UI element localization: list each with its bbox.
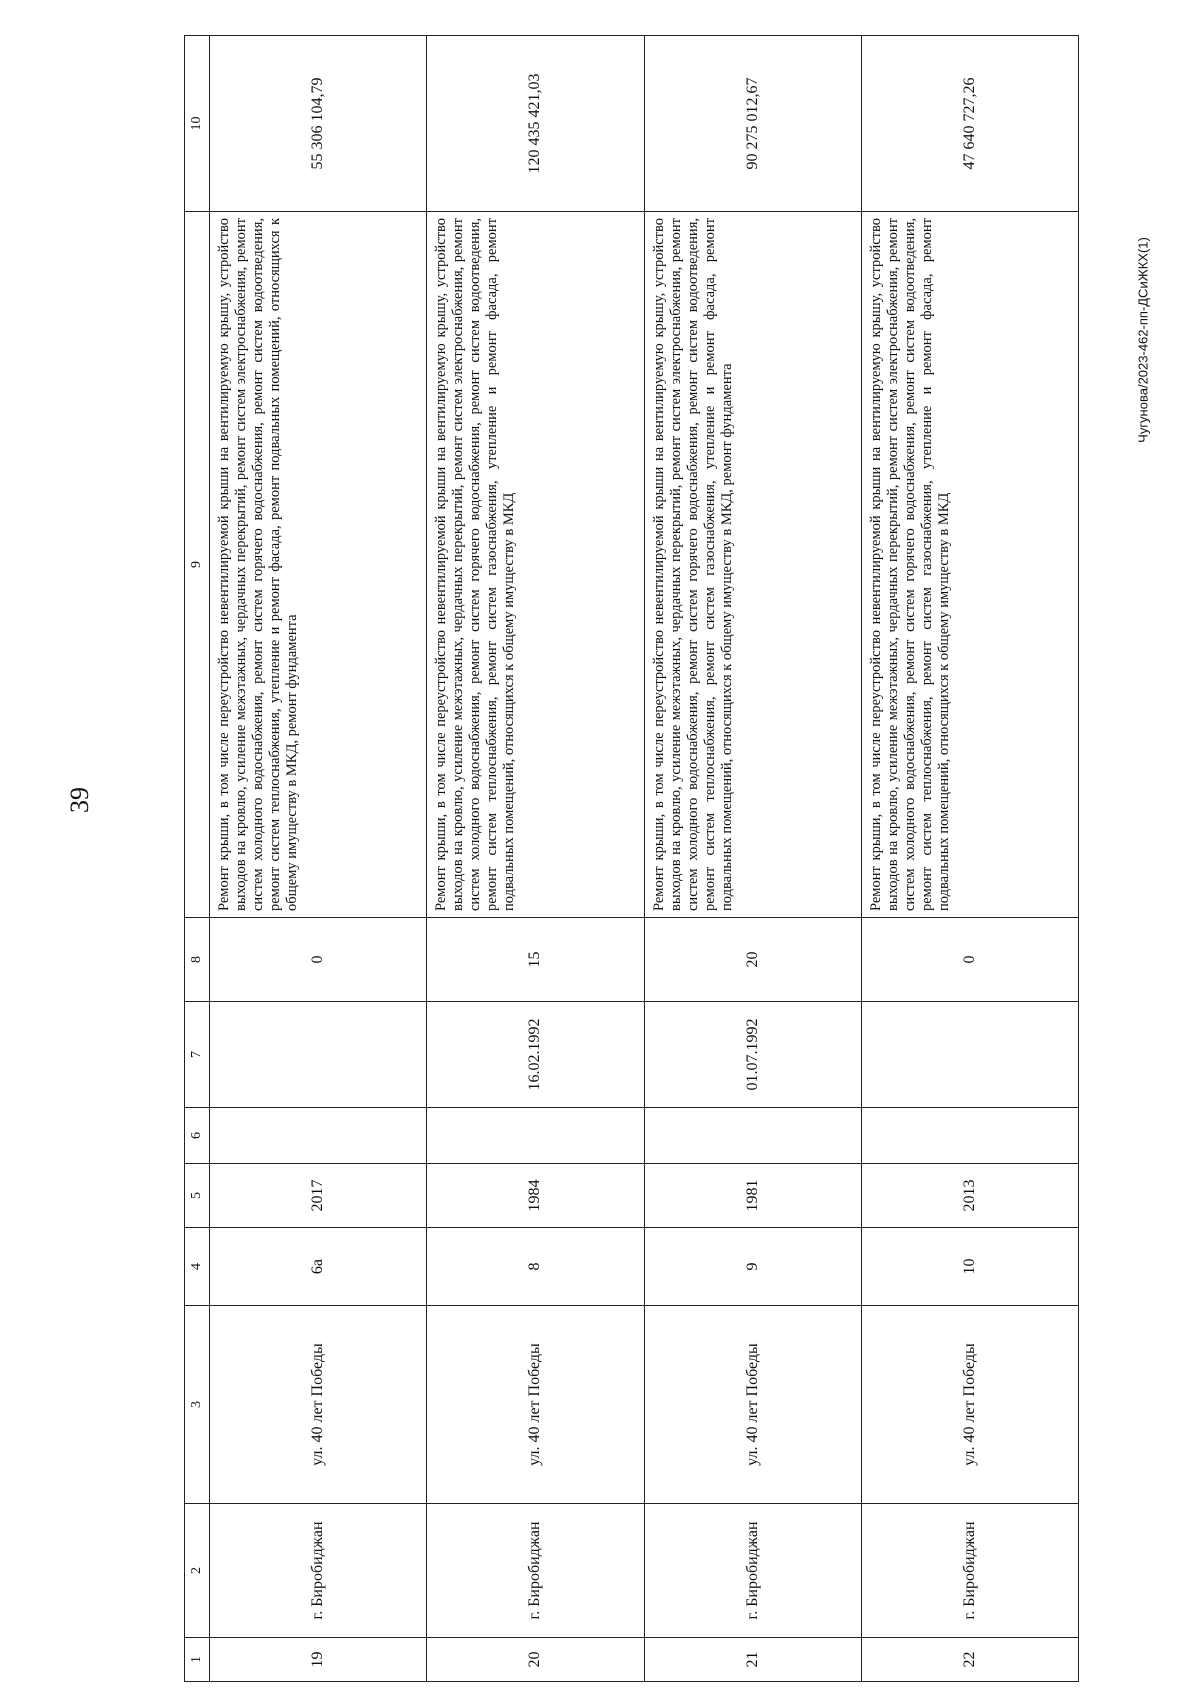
- document-code: Чугунова/2023-462-пп-ДСиЖКХ(1): [1135, 237, 1151, 443]
- build-year: 2013: [861, 1164, 1078, 1228]
- table-row: [861, 36, 1078, 1682]
- date: [861, 1002, 1078, 1108]
- col-header-5: 5: [185, 1164, 210, 1228]
- works-description: Ремонт крыши, в том числе переустройство невентилируемой крыши на вентилируемую крышу, устройство выходов на кровлю, усиление межэтажных, чердачных перекрытий, ремонт систем электроснабжения, ремонт систем холодного водоснабжения, ремонт систем горячего водоснабжения, ремонт систем водоотведения, ремонт систем теплоснабжения, ремонт систем газоснабжения, утепление и ремонт фасада, ремонт подвальных помещений, относящихся к общему имуществу в МКД: [427, 212, 644, 918]
- col6-cell: [427, 1108, 644, 1164]
- table-row: [210, 36, 427, 1682]
- street: ул. 40 лет Победы: [210, 1306, 427, 1504]
- table-row: [644, 36, 861, 1682]
- city: г. Биробиджан: [210, 1504, 427, 1638]
- col6-cell: [861, 1108, 1078, 1164]
- street: ул. 40 лет Победы: [644, 1306, 861, 1504]
- street: ул. 40 лет Победы: [861, 1306, 1078, 1504]
- col-header-10: 10: [185, 36, 210, 212]
- works-description: Ремонт крыши, в том числе переустройство невентилируемой крыши на вентилируемую крышу, устройство выходов на кровлю, усиление межэтажных, чердачных перекрытий, ремонт систем электроснабжения, ремонт систем холодного водоснабжения, ремонт систем горячего водоснабжения, ремонт систем водоотведения, ремонт систем теплоснабжения, утепление и ремонт фасада, ремонт подвальных помещений, относящихся к общему имуществу в МКД, ремонт фундамента: [210, 212, 427, 918]
- build-year: 2017: [210, 1164, 427, 1228]
- city: г. Биробиджан: [861, 1504, 1078, 1638]
- house-number: 9: [644, 1228, 861, 1306]
- build-year: 1984: [427, 1164, 644, 1228]
- cost: 120 435 421,03: [427, 36, 644, 212]
- column-number-row: [185, 36, 210, 1682]
- row-number: 21: [644, 1638, 861, 1682]
- works-description: Ремонт крыши, в том числе переустройство невентилируемой крыши на вентилируемую крышу, устройство выходов на кровлю, усиление межэтажных, чердачных перекрытий, ремонт систем электроснабжения, ремонт систем холодного водоснабжения, ремонт систем горячего водоснабжения, ремонт систем водоотведения, ремонт систем теплоснабжения, ремонт систем газоснабжения, утепление и ремонт фасада, ремонт подвальных помещений, относящихся к общему имуществу в МКД: [861, 212, 1078, 918]
- house-number: 6а: [210, 1228, 427, 1306]
- cost: 90 275 012,67: [644, 36, 861, 212]
- col6-cell: [210, 1108, 427, 1164]
- wear-percent: 0: [210, 918, 427, 1002]
- build-year: 1981: [644, 1164, 861, 1228]
- col-header-1: 1: [185, 1638, 210, 1682]
- city: г. Биробиджан: [427, 1504, 644, 1638]
- wear-percent: 20: [644, 918, 861, 1002]
- page-number: 39: [65, 787, 94, 813]
- col-header-6: 6: [185, 1108, 210, 1164]
- wear-percent: 0: [861, 918, 1078, 1002]
- rotated-table-container: [184, 36, 1079, 1682]
- date: 01.07.1992: [644, 1002, 861, 1108]
- street: ул. 40 лет Победы: [427, 1306, 644, 1504]
- date: 16.02.1992: [427, 1002, 644, 1108]
- col-header-2: 2: [185, 1504, 210, 1638]
- col-header-8: 8: [185, 918, 210, 1002]
- col-header-4: 4: [185, 1228, 210, 1306]
- col-header-7: 7: [185, 1002, 210, 1108]
- col-header-3: 3: [185, 1306, 210, 1504]
- city: г. Биробиджан: [644, 1504, 861, 1638]
- house-number: 10: [861, 1228, 1078, 1306]
- row-number: 22: [861, 1638, 1078, 1682]
- works-description: Ремонт крыши, в том числе переустройство невентилируемой крыши на вентилируемую крышу, устройство выходов на кровлю, усиление межэтажных, чердачных перекрытий, ремонт систем электроснабжения, ремонт систем холодного водоснабжения, ремонт систем горячего водоснабжения, ремонт систем водоотведения, ремонт систем теплоснабжения, ремонт систем газоснабжения, утепление и ремонт фасада, ремонт подвальных помещений, относящихся к общему имуществу в МКД, ремонт фундамента: [644, 212, 861, 918]
- wear-percent: 15: [427, 918, 644, 1002]
- house-number: 8: [427, 1228, 644, 1306]
- col-header-9: 9: [185, 212, 210, 918]
- cost: 47 640 727,26: [861, 36, 1078, 212]
- table-row: [427, 36, 644, 1682]
- col6-cell: [644, 1108, 861, 1164]
- cost: 55 306 104,79: [210, 36, 427, 212]
- repair-program-table: [184, 35, 1079, 1682]
- row-number: 19: [210, 1638, 427, 1682]
- date: [210, 1002, 427, 1108]
- row-number: 20: [427, 1638, 644, 1682]
